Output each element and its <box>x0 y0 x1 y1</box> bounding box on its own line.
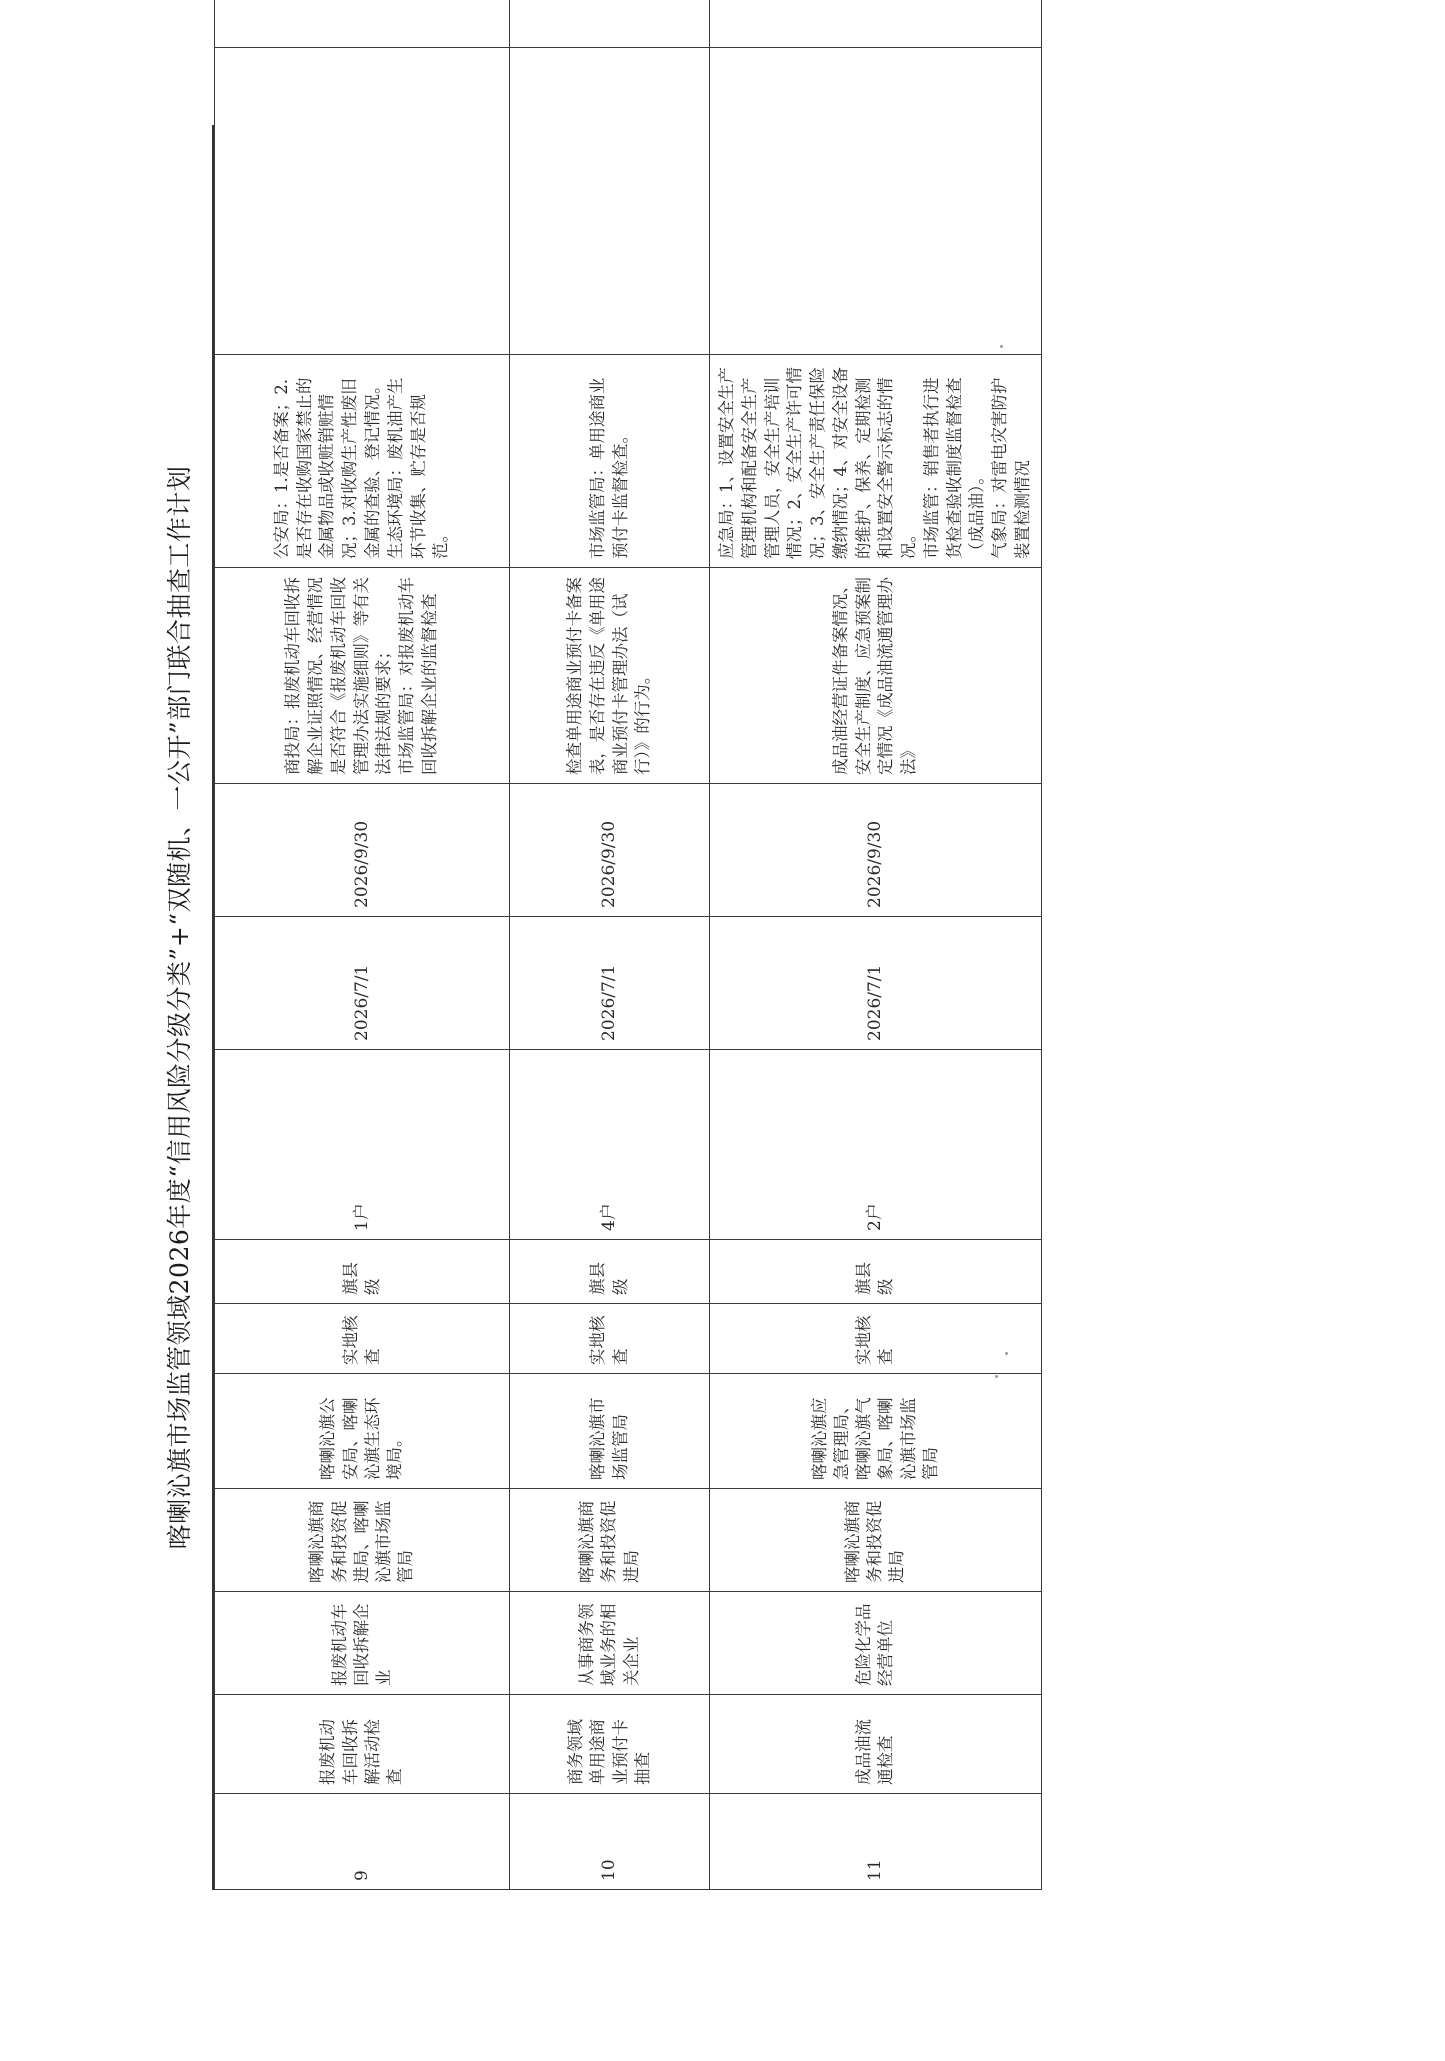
initiating-department: 喀喇沁旗商务和投资促进局、喀喇沁旗市场监管局 <box>215 1489 510 1592</box>
cooperating-departments: 喀喇沁旗应急管理局、喀喇沁旗气象局、喀喇沁旗市场监管局 <box>710 1374 1042 1489</box>
end-date: 2026/9/30 <box>510 784 710 917</box>
empty-cell <box>510 0 710 48</box>
table-row <box>510 0 710 1890</box>
end-date: 2026/9/30 <box>215 784 510 917</box>
cooperating-inspection-content: 公安局：1.是否备案；2.是否存在收购国家禁止的金属物品或收赃销赃情况；3.对收购生产性废旧金属的查验、登记情况。 生态环境局：废机油产生环节收集、贮存是否规范。 <box>215 355 510 568</box>
initiating-department: 喀喇沁旗商务和投资促进局 <box>510 1489 710 1592</box>
row-number: 11 <box>710 1794 1042 1890</box>
empty-cell <box>215 48 510 355</box>
inspection-content: 成品油经营证件备案情况、安全生产制度、应急预案制定情况《成品油流通管理办法》 <box>710 568 1042 784</box>
table-row <box>710 0 1042 1890</box>
start-date: 2026/7/1 <box>710 917 1042 1050</box>
inspection-plan-table <box>214 0 1042 1890</box>
task-name: 成品油流通检查 <box>710 1695 1042 1794</box>
cooperating-departments: 喀喇沁旗市场监管局 <box>510 1374 710 1489</box>
scan-speck <box>1005 1352 1008 1355</box>
initiating-department: 喀喇沁旗商务和投资促进局 <box>710 1489 1042 1592</box>
inspection-content: 商投局：报废机动车回收拆解企业证照情况、经营情况是否符合《报废机动车回收管理办法实施细则》等有关法律法规的要求； 市场监管局：对报废机动车回收拆解企业的监督检查 <box>215 568 510 784</box>
empty-cell <box>215 0 510 48</box>
empty-cell <box>710 0 1042 48</box>
empty-cell <box>710 48 1042 355</box>
inspection-level: 旗县级 <box>510 1240 710 1304</box>
table-row <box>215 0 510 1890</box>
inspection-level: 旗县级 <box>215 1240 510 1304</box>
inspection-level: 旗县级 <box>710 1240 1042 1304</box>
cooperating-inspection-content: 应急局：1、设置安全生产管理机构和配备安全生产管理人员，安全生产培训情况；2、安全生产许可情况；3、安全生产责任保险缴纳情况；4、对安全设备的维护、保养、定期检测和设置安全警示标志的情况。 市场监管：销售者执行进货检查验收制度监督检查（成品油）。 气象局：对雷电灾害防护装置检测情况 <box>710 355 1042 568</box>
inspection-method: 实地核查 <box>215 1304 510 1374</box>
task-name: 报废机动车回收拆解活动检查 <box>215 1695 510 1794</box>
row-number: 9 <box>215 1794 510 1890</box>
sample-count: 1户 <box>215 1050 510 1240</box>
inspection-target: 危险化学品经营单位 <box>710 1592 1042 1695</box>
cooperating-inspection-content: 市场监管局：单用途商业预付卡监督检查。 <box>510 355 710 568</box>
end-date: 2026/9/30 <box>710 784 1042 917</box>
task-name: 商务领域单用途商业预付卡抽查 <box>510 1695 710 1794</box>
start-date: 2026/7/1 <box>510 917 710 1050</box>
scan-speck <box>1000 345 1003 348</box>
rotated-document-page <box>148 125 1032 1890</box>
inspection-target: 报废机动车回收拆解企业 <box>215 1592 510 1695</box>
cooperating-departments: 喀喇沁旗公安局、喀喇沁旗生态环境局。 <box>215 1374 510 1489</box>
inspection-target: 从事商务领域业务的相关企业 <box>510 1592 710 1695</box>
inspection-method: 实地核查 <box>510 1304 710 1374</box>
inspection-method: 实地核查 <box>710 1304 1042 1374</box>
scan-speck <box>995 1375 998 1378</box>
row-number: 10 <box>510 1794 710 1890</box>
sample-count: 4户 <box>510 1050 710 1240</box>
sample-count: 2户 <box>710 1050 1042 1240</box>
inspection-content: 检查单用途商业预付卡备案表，是否存在违反《单用途商业预付卡管理办法（试行）》的行为。 <box>510 568 710 784</box>
empty-cell <box>510 48 710 355</box>
start-date: 2026/7/1 <box>215 917 510 1050</box>
document-title: 喀喇沁旗市场监管领域2026年度“信用风险分级分类”+“双随机、一公开”部门联合抽查工作计划 <box>148 125 214 1890</box>
